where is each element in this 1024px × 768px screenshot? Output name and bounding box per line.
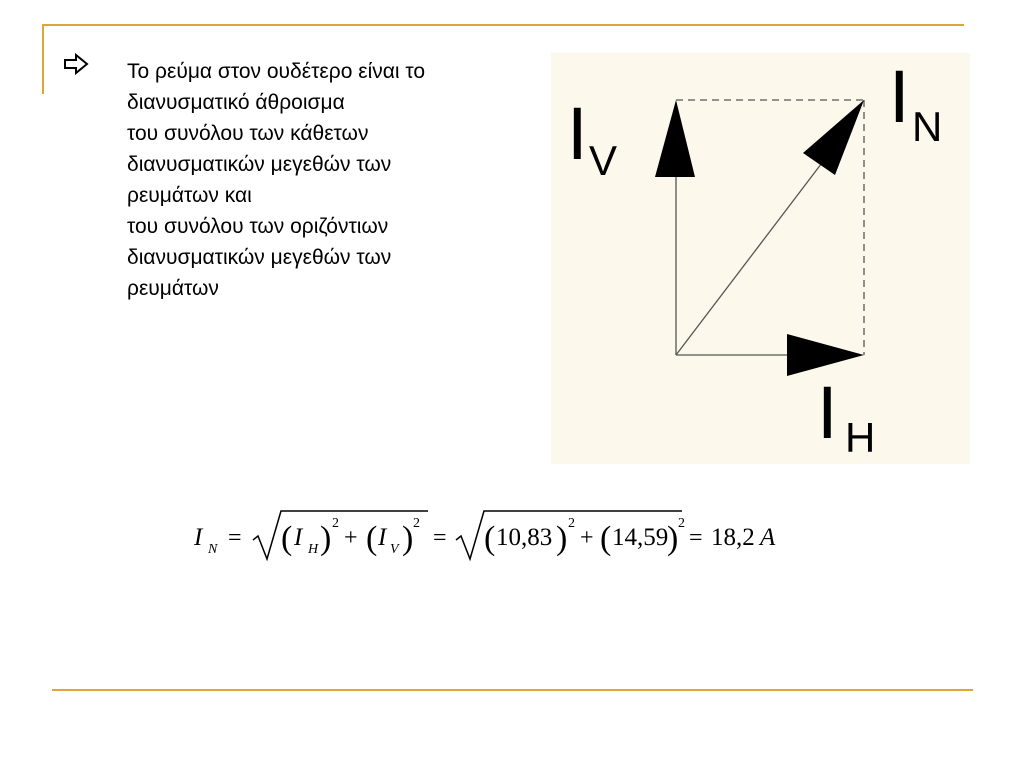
close-paren: ) <box>320 520 332 557</box>
vertical-label-main: I <box>567 92 588 175</box>
open-paren: ( <box>600 520 612 557</box>
bullet-line: διανυσματικών μεγεθών των <box>127 246 392 269</box>
bullet-text <box>127 56 527 304</box>
open-paren: ( <box>281 520 293 557</box>
neutral-label-main: I <box>889 55 910 138</box>
value1: 10,83 <box>496 524 553 551</box>
formula-plus: + <box>580 525 594 551</box>
formula-lhs-sub: N <box>208 542 218 557</box>
value1-exponent: 2 <box>568 516 575 531</box>
bullet-line: διανυσματικό άθροισμα <box>127 91 345 114</box>
term2-symbol: I <box>378 524 387 551</box>
bottom-accent-rule <box>52 689 973 691</box>
bullet-line: διανυσματικών μεγεθών των <box>127 153 392 176</box>
term2-exponent: 2 <box>413 516 420 531</box>
radical-one-content <box>281 516 420 557</box>
neutral-label-sub: N <box>912 103 943 150</box>
result-number: 18,2 <box>711 524 755 551</box>
top-accent-rule <box>42 24 964 26</box>
neutral-current-formula <box>190 503 810 573</box>
radical-two-content <box>484 516 685 557</box>
close-paren: ) <box>667 520 679 557</box>
close-paren: ) <box>556 520 568 557</box>
vertical-label-sub: V <box>589 137 618 184</box>
formula-equals: = <box>433 525 447 551</box>
open-paren: ( <box>366 520 378 557</box>
bullet-line: ρευμάτων και <box>127 184 252 207</box>
bullet-line: του συνόλου των κάθετων <box>127 122 369 145</box>
vector-diagram <box>551 53 970 464</box>
close-paren: ) <box>402 520 414 557</box>
hollow-right-arrow-icon <box>62 52 92 76</box>
formula-lhs-symbol: I <box>194 524 203 551</box>
term1-symbol: I <box>294 524 303 551</box>
bullet-line: Το ρεύμα στον ουδέτερο είναι το <box>127 60 426 83</box>
bullet-line: ρευμάτων <box>127 277 219 300</box>
bullet-line: του συνόλου των οριζόντιων <box>127 215 389 238</box>
term1-exponent: 2 <box>332 516 339 531</box>
open-paren: ( <box>484 520 496 557</box>
value2: 14,59 <box>612 524 669 551</box>
result-unit: A <box>760 524 776 551</box>
left-accent-rule <box>42 24 44 94</box>
horizontal-label-main: I <box>817 371 838 454</box>
formula-equals: = <box>228 525 242 551</box>
formula-plus: + <box>344 525 358 551</box>
value2-exponent: 2 <box>678 516 685 531</box>
horizontal-label-sub: H <box>845 414 876 461</box>
term1-sub: H <box>308 542 319 557</box>
formula-lhs <box>193 524 242 557</box>
term2-sub: V <box>390 542 399 557</box>
formula-equals: = <box>689 525 703 551</box>
